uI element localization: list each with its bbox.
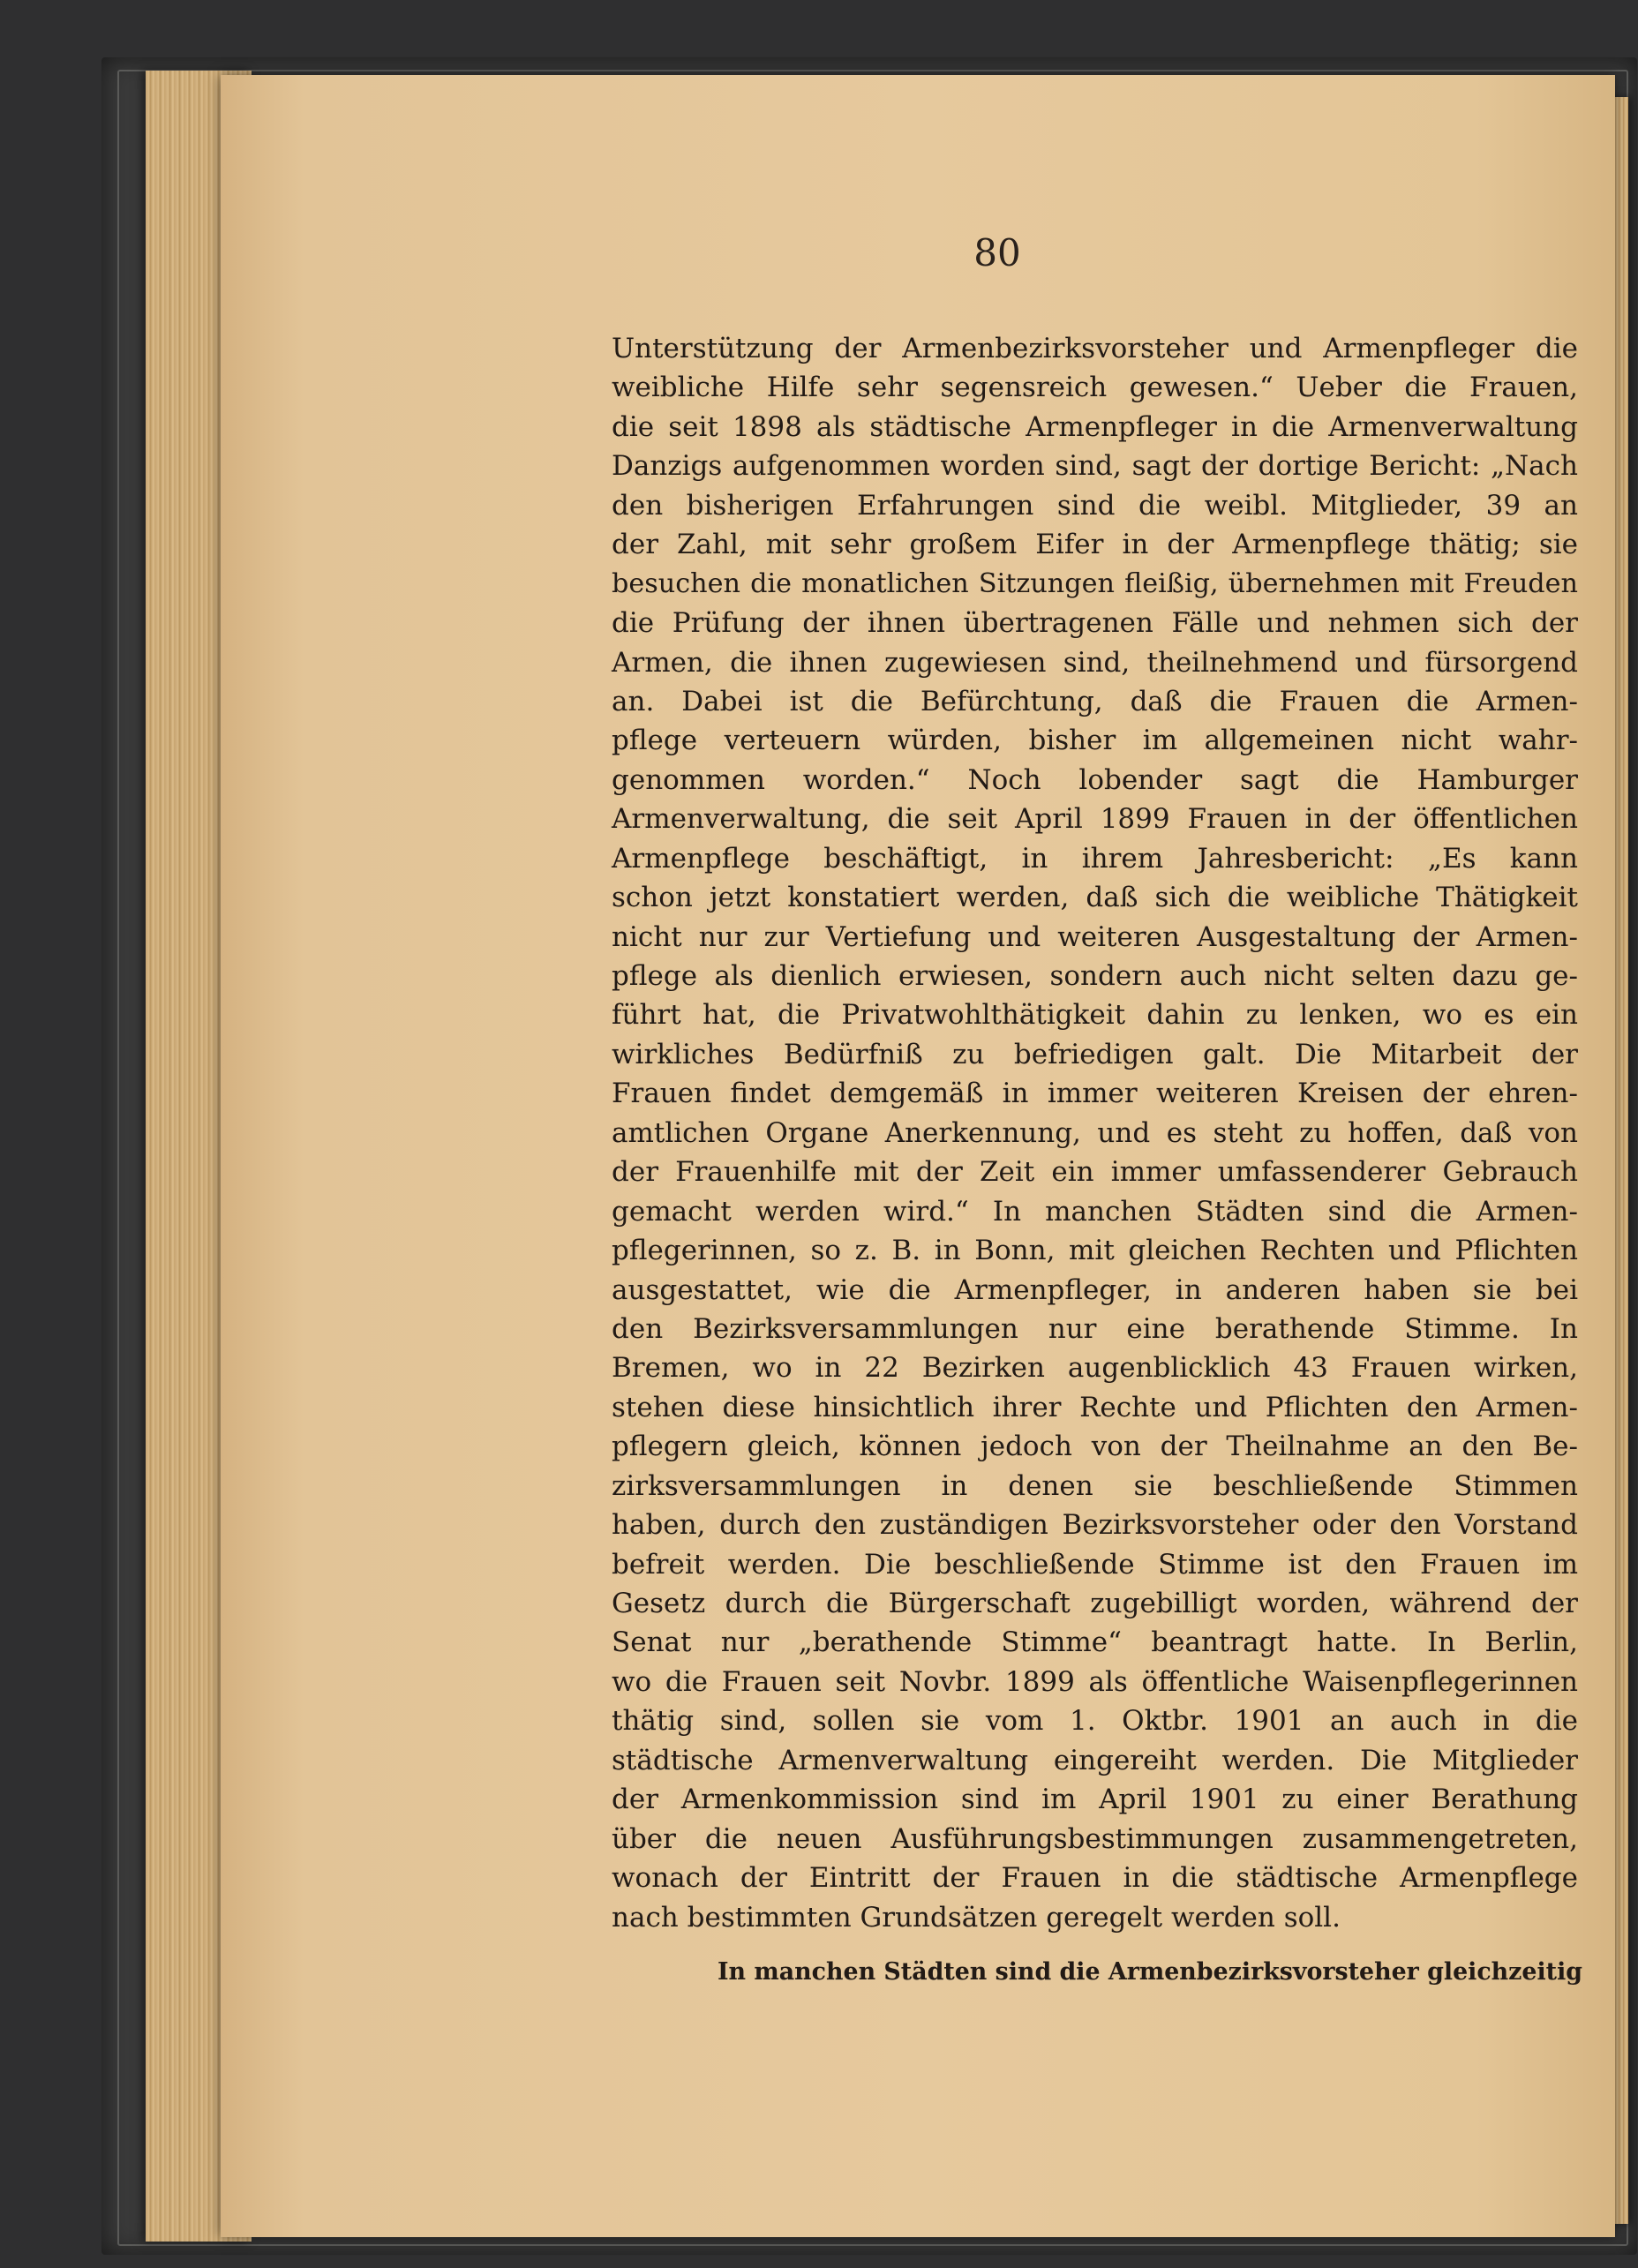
text-line: gemacht werden wird.“ In manchen Städten sind die Armen- — [612, 1195, 1578, 1228]
text-line: zirksversammlungen in denen sie beschließende Stimmen — [612, 1469, 1578, 1502]
text-line: pflege als dienlich erwiesen, sondern auch nicht selten dazu ge- — [612, 960, 1578, 992]
body-text — [612, 329, 1583, 1992]
text-line: Bremen, wo in 22 Bezirken augenblicklich 43 Frauen wirken, — [612, 1352, 1578, 1385]
text-line: befreit werden. Die beschließende Stimme ist den Frauen im — [612, 1548, 1578, 1581]
text-line: der Armenkommission sind im April 1901 zu einer Berathung — [612, 1784, 1578, 1816]
text-line: Armenverwaltung, die seit April 1899 Frauen in der öffentlichen — [612, 803, 1578, 836]
text-line: haben, durch den zuständigen Bezirksvorsteher oder den Vorstand — [612, 1509, 1578, 1542]
text-line: stehen diese hinsichtlich ihrer Rechte und Pflichten den Armen- — [612, 1391, 1578, 1423]
text-line: über die neuen Ausführungsbestimmungen zusammengetreten, — [612, 1822, 1578, 1855]
text-line: führt hat, die Privatwohlthätigkeit dahin zu lenken, wo es ein — [612, 999, 1578, 1032]
text-line: wo die Frauen seit Novbr. 1899 als öffentliche Waisenpflegerinnen — [612, 1665, 1578, 1698]
text-line: den Bezirksversammlungen nur eine berathende Stimme. In — [612, 1312, 1578, 1345]
text-line: genommen worden.“ Noch lobender sagt die Hamburger — [612, 763, 1578, 796]
text-line: die Prüfung der ihnen übertragenen Fälle und nehmen sich der — [612, 607, 1578, 640]
text-line: wonach der Eintritt der Frauen in die städtische Armenpflege — [612, 1862, 1578, 1895]
text-line: der Zahl, mit sehr großem Eifer in der Armenpflege thätig; sie — [612, 529, 1578, 561]
text-line: Armen, die ihnen zugewiesen sind, theilnehmend und fürsorgend — [612, 646, 1578, 679]
text-line: an. Dabei ist die Befürchtung, daß die Frauen die Armen- — [612, 685, 1578, 717]
text-line: Armenpflege beschäftigt, in ihrem Jahresbericht: „Es kann — [612, 842, 1578, 875]
text-line: städtische Armenverwaltung eingereiht werden. Die Mitglieder — [612, 1744, 1578, 1776]
text-line: Unterstützung der Armenbezirksvorsteher und Armenpfleger die — [612, 333, 1578, 364]
text-line: schon jetzt konstatiert werden, daß sich die weibliche Thätigkeit — [612, 882, 1578, 914]
text-line: Senat nur „berathende Stimme“ beantragt hatte. In Berlin, — [612, 1626, 1578, 1659]
text-line: den bisherigen Erfahrungen sind die weibl. Mitglieder, 39 an — [612, 489, 1578, 522]
text-line: die seit 1898 als städtische Armenpfleger in die Armenverwaltung — [612, 410, 1578, 443]
text-line: der Frauenhilfe mit der Zeit ein immer umfassenderer Gebrauch — [612, 1156, 1578, 1189]
text-line: ausgestattet, wie die Armenpfleger, in anderen haben sie bei — [612, 1273, 1578, 1306]
text-line: Danzigs aufgenommen worden sind, sagt der dortige Bericht: „Nach — [612, 450, 1578, 483]
text-line: Frauen findet demgemäß in immer weiteren Kreisen der ehren- — [612, 1078, 1578, 1110]
text-line: amtlichen Organe Anerkennung, und es steht zu hoffen, daß von — [612, 1116, 1578, 1149]
text-line: pflegerinnen, so z. B. in Bonn, mit gleichen Rechten und Pflichten — [612, 1235, 1578, 1267]
text-line: pflegern gleich, können jedoch von der Theilnahme an den Be- — [612, 1431, 1578, 1463]
page-number: 80 — [973, 231, 1021, 274]
text-line: nach bestimmten Grundsätzen geregelt werden soll. — [612, 1901, 1341, 1934]
text-line: besuchen die monatlichen Sitzungen fleißig, übernehmen mit Freuden — [612, 567, 1578, 599]
section-heading: In manchen Städten sind die Armenbezirksvorsteher gleichzeitig — [718, 1957, 1583, 1986]
text-line: nicht nur zur Vertiefung und weiteren Ausgestaltung der Armen- — [612, 920, 1578, 953]
text-line: Gesetz durch die Bürgerschaft zugebilligt worden, während der — [612, 1588, 1578, 1619]
text-line: thätig sind, sollen sie vom 1. Oktbr. 1901 an auch in die — [612, 1705, 1578, 1738]
text-line: pflege verteuern würden, bisher im allgemeinen nicht wahr- — [612, 725, 1578, 757]
text-line: weibliche Hilfe sehr segensreich gewesen.“ Ueber die Frauen, — [612, 372, 1578, 404]
text-line: wirkliches Bedürfniß zu befriedigen galt. Die Mitarbeit der — [612, 1038, 1578, 1070]
